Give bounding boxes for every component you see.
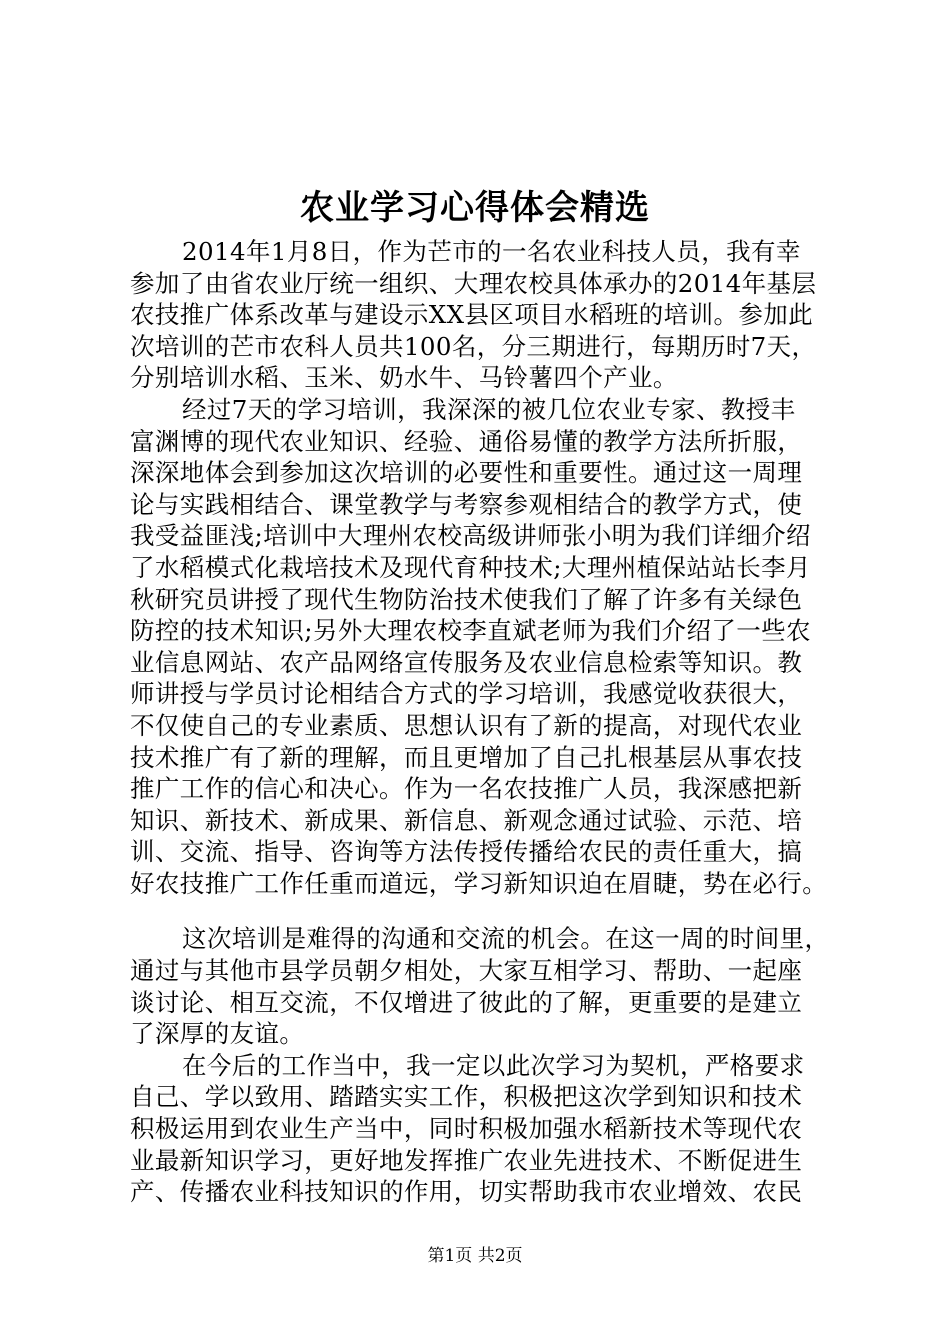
text-line: 通过与其他市县学员朝夕相处，大家互相学习、帮助、一起座 (130, 956, 803, 986)
text-line: 分别培训水稻、玉米、奶水牛、马铃薯四个产业。 (130, 363, 678, 393)
text-line: 参加了由省农业厅统一组织、大理农校具体承办的2014年基层 (130, 268, 817, 298)
text-line: 业信息网站、农产品网络宣传服务及农业信息检索等知识。教 (130, 647, 803, 677)
text-line: 富渊博的现代农业知识、经验、通俗易懂的教学方法所折服， (130, 426, 803, 456)
text-line: 我受益匪浅;培训中大理州农校高级讲师张小明为我们详细介绍 (130, 521, 811, 551)
text-line: 次培训的芒市农科人员共100名，分三期进行，每期历时7天， (130, 331, 817, 361)
text-line: 知识、新技术、新成果、新信息、新观念通过试验、示范、培 (130, 805, 803, 835)
text-line: 自己、学以致用、踏踏实实工作，积极把这次学到知识和技术 (130, 1082, 803, 1112)
paragraph-1 (130, 236, 830, 394)
text-line: 深深地体会到参加这次培训的必要性和重要性。通过这一周理 (130, 458, 803, 488)
text-line: 在今后的工作当中，我一定以此次学习为契机，严格要求 (182, 1050, 805, 1080)
document-body (130, 236, 830, 1208)
text-line: 了水稻模式化栽培技术及现代育种技术;大理州植保站站长李月 (130, 552, 811, 582)
text-line: 训、交流、指导、咨询等方法传授传播给农民的责任重大，搞 (130, 837, 803, 867)
text-line: 不仅使自己的专业素质、思想认识有了新的提高，对现代农业 (130, 710, 803, 740)
text-line: 师讲授与学员讨论相结合方式的学习培训，我感觉收获很大， (130, 679, 803, 709)
text-line: 这次培训是难得的沟通和交流的机会。在这一周的时间里， (182, 924, 830, 954)
text-line: 经过7天的学习培训，我深深的被几位农业专家、教授丰 (182, 394, 796, 424)
text-line: 防控的技术知识;另外大理农校李直斌老师为我们介绍了一些农 (130, 616, 811, 646)
paragraph-2 (130, 394, 830, 900)
text-line: 了深厚的友谊。 (130, 1019, 305, 1049)
text-line: 积极运用到农业生产当中，同时积极加强水稻新技术等现代农 (130, 1114, 803, 1144)
paragraph-4 (130, 1050, 830, 1208)
text-line: 技术推广有了新的理解，而且更增加了自己扎根基层从事农技 (130, 742, 803, 772)
text-line: 产、传播农业科技知识的作用，切实帮助我市农业增效、农民 (130, 1177, 803, 1207)
text-line: 好农技推广工作任重而道远，学习新知识迫在眉睫，势在必行。 (130, 868, 828, 898)
text-line: 谈讨论、相互交流，不仅增进了彼此的了解，更重要的是建立 (130, 987, 803, 1017)
text-line: 论与实践相结合、课堂教学与考察参观相结合的教学方式，使 (130, 489, 803, 519)
paragraph-3 (130, 923, 830, 1049)
page-footer: 第1页 共2页 (427, 1246, 523, 1266)
text-line: 推广工作的信心和决心。作为一名农技推广人员，我深感把新 (130, 774, 803, 804)
text-line: 秋研究员讲授了现代生物防治技术使我们了解了许多有关绿色 (130, 584, 803, 614)
text-line: 业最新知识学习，更好地发挥推广农业先进技术、不断促进生 (130, 1145, 803, 1175)
text-line: 农技推广体系改革与建设示XX县区项目水稻班的培训。参加此 (130, 300, 814, 330)
paragraph-gap (130, 899, 830, 923)
text-line: 2014年1月8日，作为芒市的一名农业科技人员，我有幸 (182, 237, 801, 266)
document-title: 农业学习心得体会精选 (300, 188, 650, 228)
